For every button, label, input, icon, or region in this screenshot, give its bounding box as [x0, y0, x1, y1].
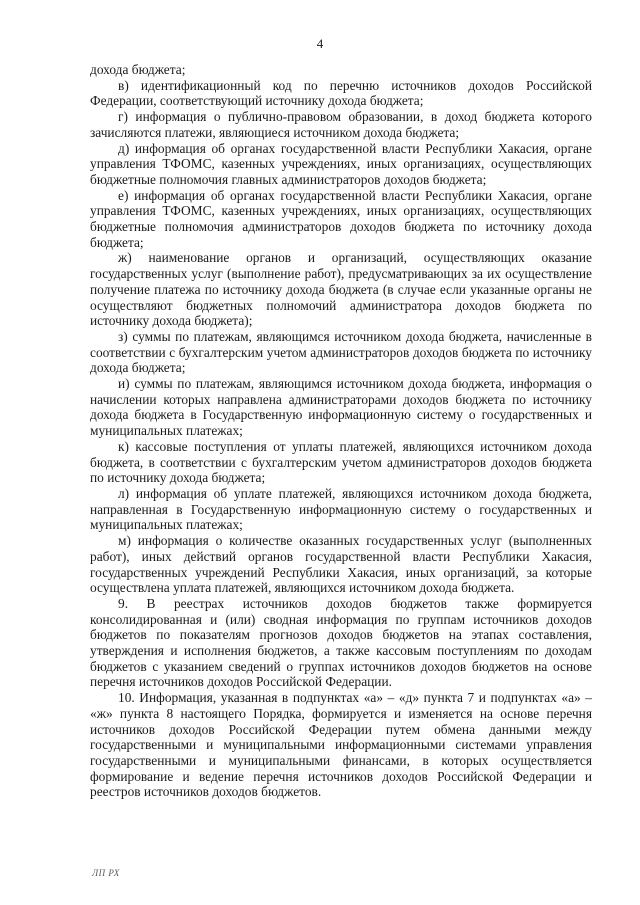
paragraph-item-zh: ж) наименование органов и организаций, осуществляющих оказание государственных услуг (выполнение работ), предусматривающих за их осуществление получение платежа по источнику дохода бюджета (в случае если указанные органы не осуществляют бюджетных полномочий администратора доходов бюджета по источнику дохода бюджета);: [90, 250, 592, 329]
paragraph-item-k: к) кассовые поступления от уплаты платежей, являющихся источником дохода бюджета, в соответствии с бухгалтерским учетом администраторов доходов бюджета по источнику дохода бюджета;: [90, 438, 592, 486]
paragraph-item-m: м) информация о количестве оказанных государственных услуг (выполненных работ), иных действий органов государственной власти Республики Хакасия, государственных учреждений Республики Хакасия, иных организаций, за которые осуществлена уплата платежей, являющихся источником дохода бюджета.: [90, 533, 592, 596]
page-number: 4: [316, 36, 324, 51]
paragraph-item-g: г) информация о публично-правовом образовании, в доход бюджета которого зачисляются платежи, являющиеся источником дохода бюджета;: [90, 109, 592, 140]
paragraph-item-v: в) идентификационный код по перечню источников доходов Российской Федерации, соответствующий источнику дохода бюджета;: [90, 77, 592, 109]
paragraph-item-i: и) суммы по платежам, являющимся источником дохода бюджета, информация о начислении которых направлена администраторами доходов бюджета по источнику дохода бюджета в Государственную информационную систему о государственных и муниципальных платежах;: [90, 376, 592, 439]
paragraph-item-z: з) суммы по платежам, являющимся источником дохода бюджета, начисленные в соответствии с бухгалтерским учетом администраторов доходов бюджета по источнику дохода бюджета;: [90, 328, 592, 376]
paragraph-continuation: дохода бюджета;: [90, 62, 186, 77]
paragraph-item-e: е) информация об органах государственной власти Республики Хакасия, органе управления ТФОМС, казенных учреждениях, иных организациях, осуществляющих бюджетные полномочия администраторов доходов бюджета по источнику дохода бюджета;: [90, 187, 592, 250]
paragraph-clause-9: 9. В реестрах источников доходов бюджетов также формируется консолидированная и (или) сводная информация по группам источников доходов бюджетов по показателям прогнозов доходов бюджетов на этапах составления, утверждения и исполнения бюджетов, а также кассовым поступлениям по доходам бюджетов с указанием сведений о группах источников доходов бюджетов на основе перечня источников доходов Российской Федерации.: [90, 595, 592, 690]
footer-mark: ЛП РХ: [92, 868, 120, 878]
paragraph-item-d: д) информация об органах государственной власти Республики Хакасия, органе управления ТФОМС, казенных учреждениях, иных организациях, осуществляющих бюджетные полномочия главных администраторов доходов бюджета;: [90, 140, 592, 187]
paragraph-clause-10: 10. Информация, указанная в подпунктах «а» – «д» пункта 7 и подпунктах «а» – «ж» пункта 8 настоящего Порядка, формируется и изменяется на основе перечня источников доходов Российской Федерации путем обмена данными между государственными и муниципальными информационными системами управления государственными и муниципальными финансами, в которых осуществляется формирование и ведение перечня источников доходов Российской Федерации и реестров источников доходов бюджетов.: [90, 690, 592, 800]
paragraph-item-l: л) информация об уплате платежей, являющихся источником дохода бюджета, направленная в Государственную информационную систему о государственных и муниципальных платежах;: [90, 485, 592, 533]
document-body: [90, 62, 592, 800]
